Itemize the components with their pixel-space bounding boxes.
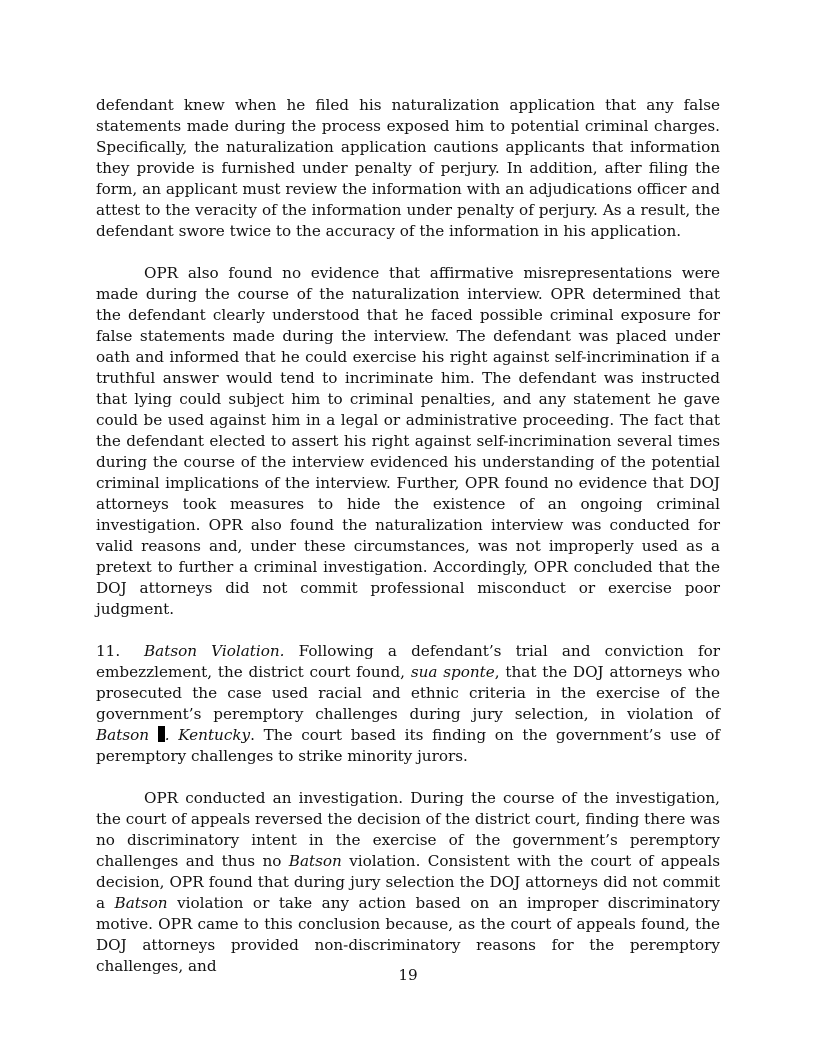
paragraph-4-text-3: violation or take any action based on an improper discriminatory motive. OPR came to this conclusion because, as the court of appeals found, the DOJ attorneys provided non-discriminatory reasons for the peremptory challenges, and (96, 894, 720, 975)
redaction-mark (158, 726, 165, 742)
batson-term-1: Batson (288, 852, 342, 870)
paragraph-4-text-1: OPR conducted an investigation. During the course of the investigation, the court of appeals reversed the decision of the district court, finding there was no discriminatory intent in the exercise of the government’s peremptory challenges and thus no (96, 789, 720, 870)
item-text-2: , that the DOJ attorneys who prosecuted the case used racial and ethnic criteria in the exercise of the government’s peremptory challenges during jury selection, in violation of (96, 663, 720, 723)
page-number: 19 (398, 966, 418, 984)
paragraph-naturalization-application: defendant knew when he filed his naturalization application that any false statements made during the process exposed him to potential criminal charges. Specifically, the naturalization application cautions applicants that information they provide is furnished under penalty of perjury. In addition, after filing the form, an applicant must review the information with an adjudications officer and attest to the veracity of the information under penalty of perjury. As a result, the defendant swore twice to the accuracy of the information in his application. (96, 96, 720, 240)
batson-term-2: Batson (114, 894, 168, 912)
item-heading: Batson Violation. (144, 642, 285, 660)
sua-sponte-term: sua sponte (410, 663, 495, 681)
item-text-3: . The court based its finding on the government’s use of peremptory challenges to strike minority jurors. (96, 726, 720, 765)
paragraph-4-text-2: violation. Consistent with the court of appeals decision, OPR found that during jury selection the DOJ attorneys did not commit a (96, 852, 720, 912)
document-body (96, 95, 720, 998)
paragraph-opr-investigation (96, 788, 720, 977)
paragraph-item-11 (96, 641, 720, 767)
item-number: 11. (96, 642, 121, 660)
case-name-batson: Batson (96, 726, 150, 744)
item-text-1: Following a defendant’s trial and conviction for embezzlement, the district court found, (96, 642, 720, 681)
case-name-kentucky: . Kentucky (164, 726, 251, 744)
paragraph-naturalization-interview: OPR also found no evidence that affirmative misrepresentations were made during the course of the naturalization interview. OPR determined that the defendant clearly understood that he faced possible criminal exposure for false statements made during the interview. The defendant was placed under oath and informed that he could exercise his right against self-incrimination if a truthful answer would tend to incriminate him. The defendant was instructed that lying could subject him to criminal penalties, and any statement he gave could be used against him in a legal or administrative proceeding. The fact that the defendant elected to assert his right against self-incrimination several times during the course of the interview evidenced his understanding of the potential criminal implications of the interview. Further, OPR found no evidence that DOJ attorneys took measures to hide the existence of an ongoing criminal investigation. OPR also found the naturalization interview was conducted for valid reasons and, under these circumstances, was not improperly used as a pretext to further a criminal investigation. Accordingly, OPR concluded that the DOJ attorneys did not commit professional misconduct or exercise poor judgment. (96, 264, 720, 618)
